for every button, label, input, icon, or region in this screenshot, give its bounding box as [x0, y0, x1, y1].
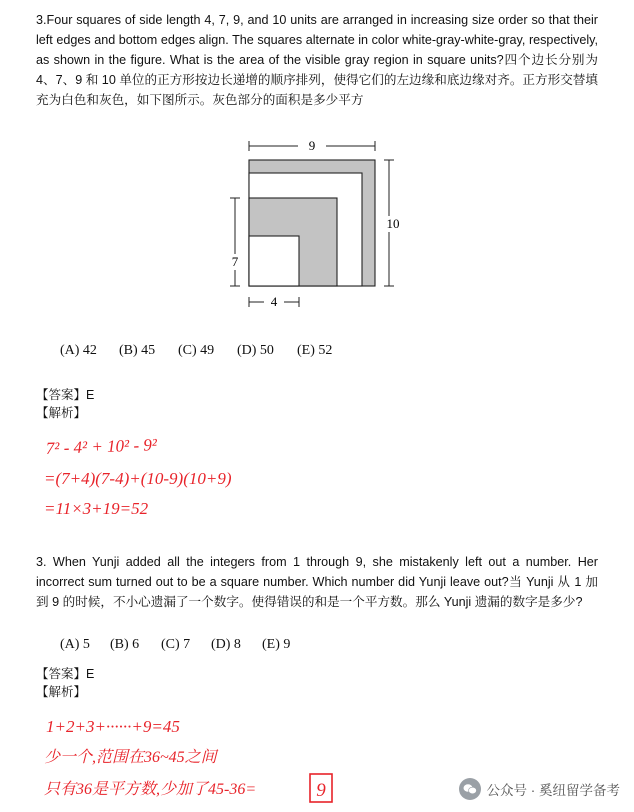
label-4: 4 [270, 294, 278, 309]
squares-figure [200, 128, 440, 318]
label-10: 10 [386, 216, 400, 231]
problem-1-answer: 【答案】E [36, 388, 95, 402]
wechat-icon [459, 778, 481, 800]
option-d: (D) 8 [211, 637, 241, 652]
option-e: (E) 9 [262, 637, 291, 652]
option-b: (B) 6 [110, 637, 140, 652]
label-7: 7 [231, 254, 239, 269]
work-2-line-1: 1+2+3+······+9=45 [46, 717, 180, 736]
problem-2-analysis-label: 【解析】 [36, 685, 87, 699]
option-c: (C) 49 [178, 343, 215, 358]
square-4-white [249, 236, 299, 286]
problem-2-options [60, 637, 460, 657]
problem-2-text: 3. When Yunji added all the integers from 1 through 9, she mistakenly left out a number. Her incorrect sum turned out to be a square number. Which number did Yunji leave out?当 Yunji 从 1 加到 9 的时候，不小心遗漏了一个数字。使得错误的和是一个平方数。那么 Yunji 遗漏的数字是多少? [36, 555, 598, 609]
work-1-line-3: =11×3+19=52 [44, 499, 149, 518]
problem-1-text: 3.Four squares of side length 4, 7, 9, and 10 units are arranged in increasing size order so that their left edges and bottom edges align. The squares alternate in color white-gray-white-gray, respectively, as shown in the figure. What is the area of the visible gray region in square units?四个边长分别为 4、7、9 和 10 单位的正方形按边长递增的顺序排列，使得它们的左边缘和底边缘对齐。正方形交替填充为白色和灰色，如下图所示。灰色部分的面积是多少平方 [36, 13, 598, 107]
problem-1-options [60, 343, 460, 363]
label-9: 9 [308, 138, 316, 153]
problem-1-analysis-label: 【解析】 [36, 406, 87, 420]
work-2-line-3: 只有36是平方数,少加了45-36= [44, 781, 257, 798]
option-d: (D) 50 [237, 343, 274, 358]
problem-2-answer: 【答案】E [36, 667, 95, 681]
watermark-text: 公众号 · 奚纽留学备考 [486, 783, 620, 798]
work-1-line-2: =(7+4)(7-4)+(10-9)(10+9) [44, 469, 232, 488]
option-b: (B) 45 [119, 343, 156, 358]
problem-2-handwritten-work [40, 706, 370, 810]
boxed-answer: 9 [316, 780, 326, 801]
work-1-line-1: 7² - 4² + 10² - 9² [45, 435, 158, 458]
option-e: (E) 52 [297, 343, 333, 358]
problem-1-handwritten-work [40, 428, 340, 528]
option-a: (A) 5 [60, 637, 90, 652]
work-2-line-2: 少一个,范围在36~45之间 [44, 749, 217, 766]
watermark [459, 778, 621, 800]
option-a: (A) 42 [60, 343, 97, 358]
option-c: (C) 7 [161, 637, 191, 652]
